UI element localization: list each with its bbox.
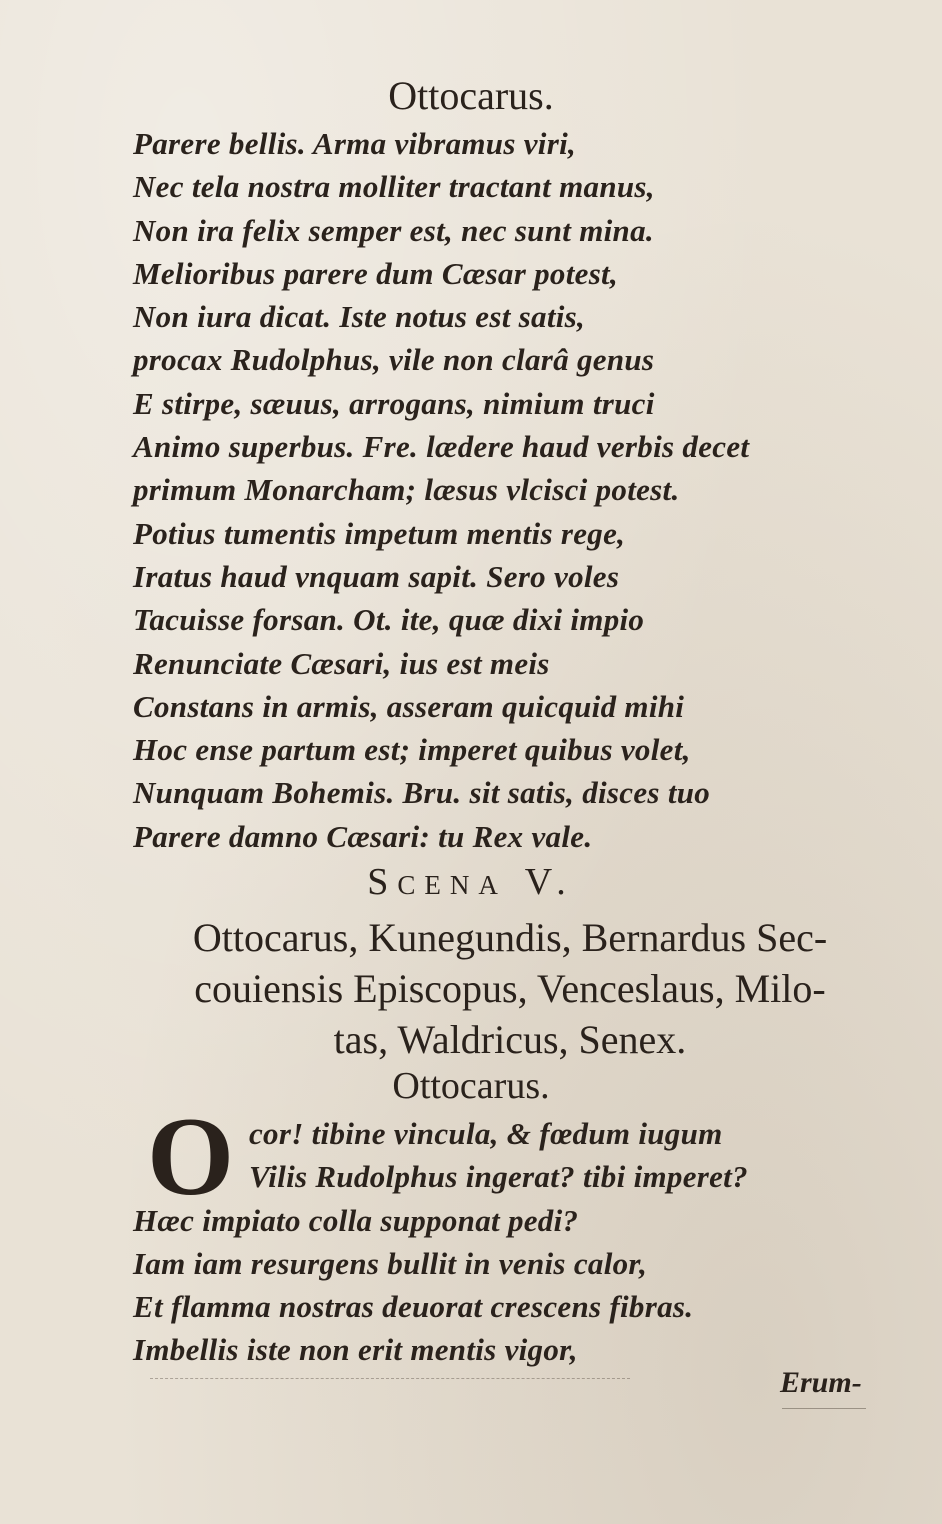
speaker-heading: Ottocarus. <box>388 73 554 118</box>
cast-list <box>140 912 880 1065</box>
verse-line: cor! tibine vincula, & fœdum iugum <box>249 1116 723 1151</box>
verse-line: Iratus haud vnquam sapit. Sero voles <box>133 558 620 594</box>
verse-line: procax Rudolphus, vile non clarâ genus <box>133 342 655 378</box>
verse-line: primum Monarcham; læsus vlcisci potest. <box>133 472 680 508</box>
verse-line: E stirpe, sæuus, arrogans, nimium truci <box>133 385 655 421</box>
verse-line: Vilis Rudolphus ingerat? tibi imperet? <box>249 1159 748 1195</box>
verse-line: Non ira felix semper est, nec sunt mina. <box>133 212 654 248</box>
drop-cap: O <box>147 1095 235 1219</box>
verse-block-1 <box>133 122 833 858</box>
verse-line: Potius tumentis impetum mentis rege, <box>133 515 626 551</box>
verse-line: Parere bellis. Arma vibramus viri, <box>133 126 577 161</box>
verse-line: Animo superbus. Fre. lædere haud verbis decet <box>133 429 750 465</box>
cast-line: couiensis Episcopus, Venceslaus, Milo- <box>194 966 826 1011</box>
verse-line: Constans in armis, asseram quicquid mihi <box>133 688 685 724</box>
bottom-rule <box>150 1378 630 1379</box>
verse-block-2 <box>133 1112 833 1372</box>
verse-line: Renunciate Cæsari, ius est meis <box>133 645 550 681</box>
scene-title: Scena V. <box>367 861 575 903</box>
catchword: Erum- <box>780 1366 862 1399</box>
speaker-heading-scene: Ottocarus. <box>392 1065 550 1107</box>
verse-line: Et flamma nostras deuorat crescens fibras. <box>133 1289 694 1325</box>
verse-line: Tacuisse forsan. Ot. ite, quæ dixi impio <box>133 602 645 638</box>
verse-line: Hæc impiato colla supponat pedi? <box>133 1202 579 1238</box>
cast-line: Ottocarus, Kunegundis, Bernardus Sec- <box>192 915 828 960</box>
verse-line: Imbellis iste non erit mentis vigor, <box>133 1332 578 1368</box>
verse-line: Parere damno Cæsari: tu Rex vale. <box>133 818 593 854</box>
verse-line: Nunquam Bohemis. Bru. sit satis, disces tuo <box>133 775 711 811</box>
catchword-rule <box>782 1408 866 1409</box>
verse-line: Hoc ense partum est; imperet quibus volet, <box>133 732 691 768</box>
verse-line: Non iura dicat. Iste notus est satis, <box>133 299 586 335</box>
cast-line: tas, Waldricus, Senex. <box>333 1017 687 1062</box>
verse-line: Melioribus parere dum Cæsar potest, <box>133 255 619 291</box>
verse-line: Iam iam resurgens bullit in venis calor, <box>133 1245 648 1281</box>
verse-line: Nec tela nostra molliter tractant manus, <box>133 169 655 205</box>
